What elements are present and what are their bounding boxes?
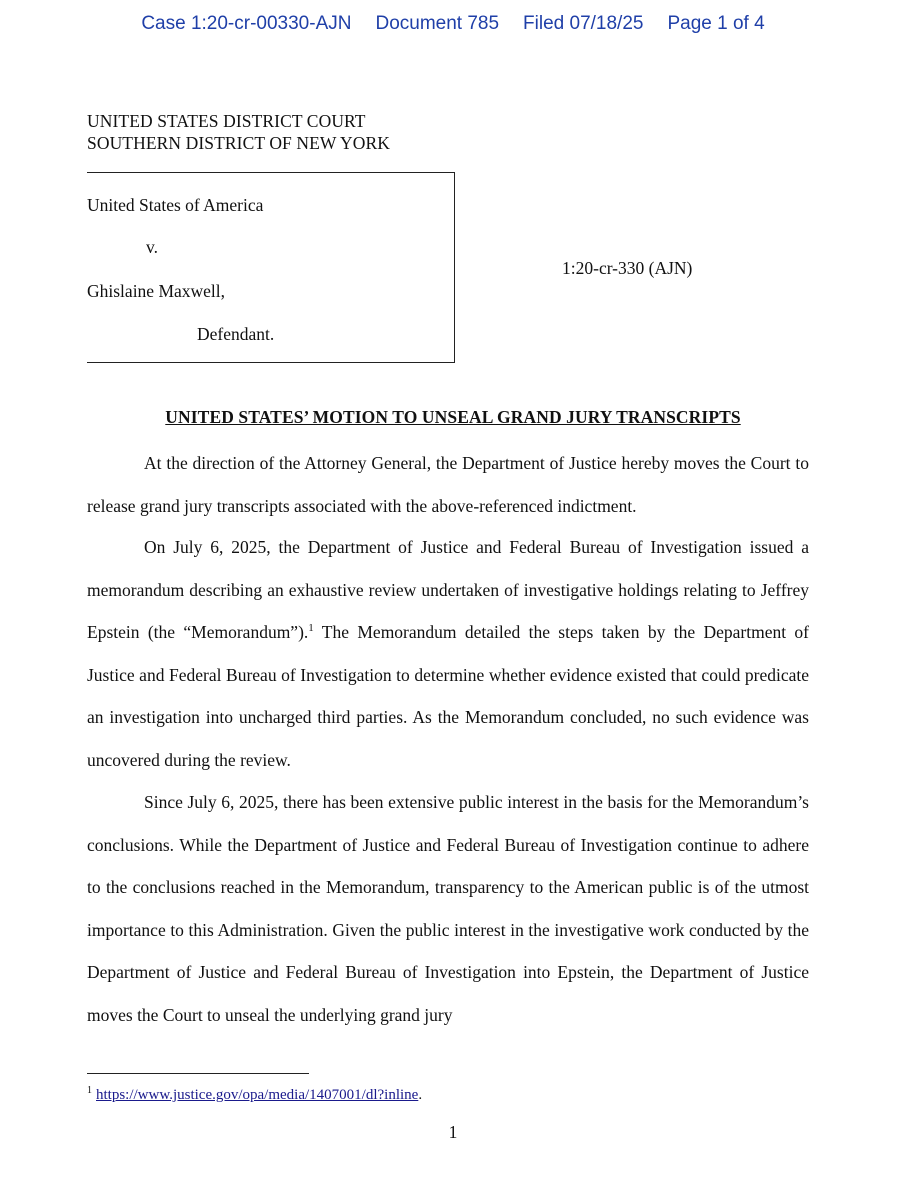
footnote-period: .	[418, 1087, 423, 1103]
footnote-reference: 1	[308, 622, 314, 635]
caption-defendant-role: Defendant.	[197, 324, 275, 344]
caption-case-number: 1:20-cr-330 (AJN)	[562, 258, 693, 278]
court-name	[87, 110, 390, 154]
caption-defendant: Ghislaine Maxwell,	[87, 281, 226, 301]
caption-plaintiff: United States of America	[87, 195, 264, 215]
page-count: Page 1 of 4	[667, 13, 765, 34]
paragraph-1-block	[87, 442, 809, 527]
paragraph-2	[87, 526, 809, 781]
ecf-header	[0, 13, 906, 35]
caption-versus: v.	[146, 237, 158, 257]
court-line-2: SOUTHERN DISTRICT OF NEW YORK	[87, 133, 391, 153]
case-caption-box	[87, 172, 455, 363]
footnote-divider	[87, 1073, 309, 1074]
paragraph-2-block	[87, 526, 809, 781]
court-line-1: UNITED STATES DISTRICT COURT	[87, 111, 366, 131]
motion-title: UNITED STATES’ MOTION TO UNSEAL GRAND JURY TRANSCRIPTS	[165, 407, 741, 427]
filed-date: Filed 07/18/25	[523, 13, 644, 34]
document-number: Document 785	[375, 13, 500, 34]
paragraph-3: Since July 6, 2025, there has been extensive public interest in the basis for the Memorandum’s conclusions. While the Department of Justice and Federal Bureau of Investigation continue to adhere to the conclusions reached in the Memorandum, transparency to the American public is of the utmost importance to this Administration. Given the public interest in the investigative work conducted by the Department of Justice and Federal Bureau of Investigation into Epstein, the Department of Justice moves the Court to unseal the underlying grand jury	[87, 792, 809, 1025]
paragraph-3-block	[87, 781, 809, 1036]
page-number: 1	[448, 1122, 458, 1142]
footnote-1	[87, 1087, 422, 1104]
paragraph-2-text-a: On July 6, 2025, the Department of Justice and Federal Bureau of Investigation issued a memorandum describing an exhaustive review undertaken of investigative holdings relating to Jeffrey Epstein (the “Memorandum”).	[87, 537, 809, 642]
paragraph-2-text-b: The Memorandum detailed the steps taken by the Department of Justice and Federal Bureau of Investigation to determine whether evidence existed that could predicate an investigation into uncharged third parties. As the Memorandum concluded, no such evidence was uncovered during the review.	[87, 622, 809, 770]
footnote-number: 1	[87, 1085, 92, 1096]
case-number-header: Case 1:20-cr-00330-AJN	[141, 13, 352, 34]
footnote-link[interactable]: https://www.justice.gov/opa/media/1407001/dl?inline	[96, 1087, 419, 1103]
paragraph-1: At the direction of the Attorney General, the Department of Justice hereby moves the Court to release grand jury transcripts associated with the above-referenced indictment.	[87, 453, 809, 516]
